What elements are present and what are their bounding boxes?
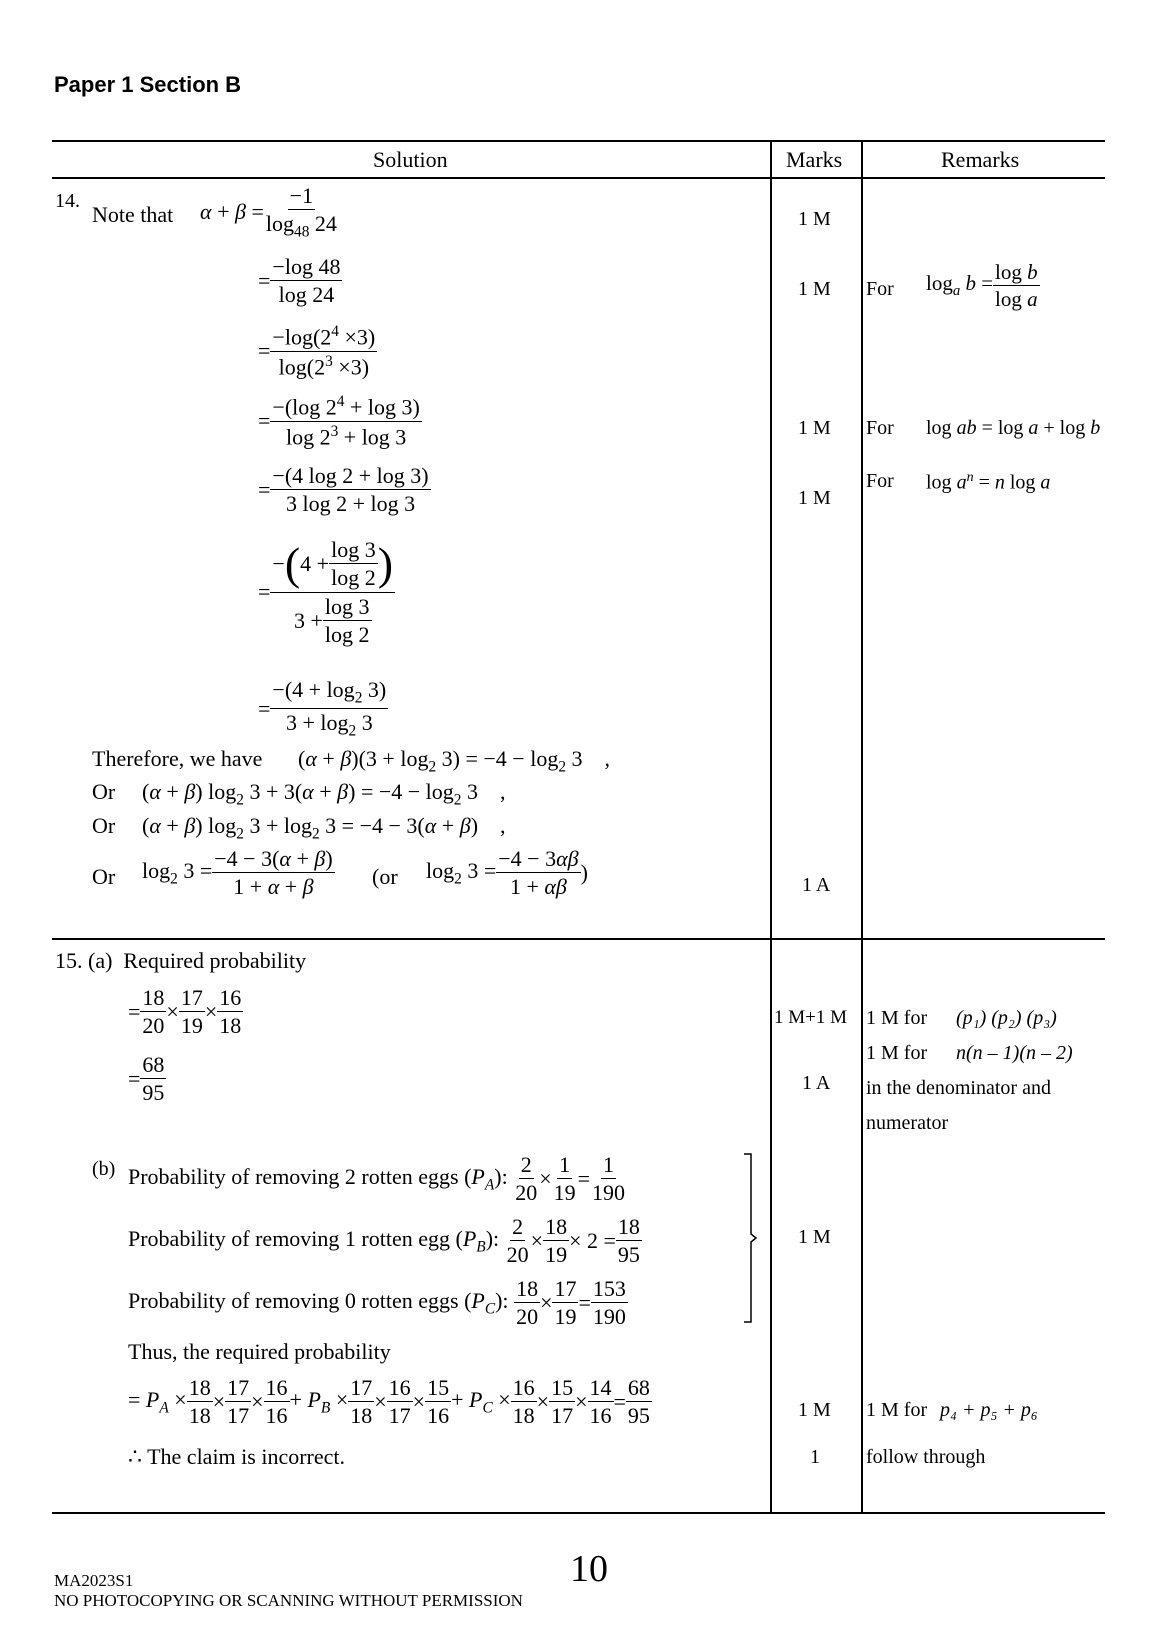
q15a-heading: 15. (a) Required probability [55, 948, 307, 973]
q15a-step-2: = $\frac{68}{95}$ [128, 1052, 165, 1106]
q14-intro: Note that [92, 202, 174, 227]
q14-eq-or-2: (α + β) $\log_2 3 + \log_2 3 = -4 - 3(\alpha + \beta)$ , [142, 813, 506, 843]
q15a-mark-1: 1 M+1 M [774, 1007, 848, 1028]
q15a-step-1: = $\frac{18}{20}$ × $\frac{17}{19}$ × $\frac{16}{18}$ [128, 985, 242, 1039]
q15a-remark-nn: n(n – 1)(n – 2) [956, 1042, 1073, 1064]
q15a-remark-4: numerator [866, 1112, 949, 1134]
q15b-remark-2: follow through [866, 1446, 986, 1468]
footer-notice: NO PHOTOCOPYING OR SCANNING WITHOUT PERMISSION [54, 1591, 523, 1610]
header-solution: Solution [373, 147, 448, 172]
q14-step-6: = − ( 4 + $\frac{\log 3}{\log 2}$ ) 3 + $\frac{\log 3}{\log 2}$ [258, 537, 394, 647]
question-divider [52, 938, 1105, 940]
q14-remark-formula-2: log ab = log a + log b [926, 417, 1101, 439]
q14-mark-1: 1 M [798, 208, 831, 230]
q14-step-3: = $\frac{-\log(2^4 \times 3)}{\log(2^3 \times 3)}$ [258, 323, 376, 379]
q15a-remark-p123: (p₁) (p₂) (p₃) [956, 1007, 1057, 1029]
q14-eq-or-3: $\log_2 3$ = $\frac{-4 - 3(\alpha + \beta)}{1 + \alpha + \beta}$ [142, 846, 333, 900]
q15b-claim: ∴ The claim is incorrect. [128, 1444, 346, 1469]
q15b-p0-label: Probability of removing 0 rotten eggs [128, 1287, 459, 1313]
footer-page-number: 10 [570, 1548, 608, 1590]
q15b-label: (b) [92, 1158, 116, 1180]
q14-remark-formula-3: $\log a^n = n$ log a [926, 470, 1051, 494]
q14-or-3: Or [92, 864, 116, 889]
q14-eq-alt: $\log_2 3$ = $\frac{-4 - 3\alpha\beta}{1 + \alpha\beta}$ ) [426, 846, 588, 900]
q15b-final-eq: = $P_A$ × $\frac{18}{18}$ × $\frac{17}{17}$ × $\frac{16}{16}$ + $P_B$ × $\frac{17}{18}$ × $\frac{16}{17}$ × $\frac{15}{16}$ + $P_C$ × $\frac{16}{18}$ × $\frac{15}{17}$ × $\frac{14}{16}$ = $\frac{68}{95}$ [128, 1375, 650, 1429]
header-marks: Marks [786, 147, 843, 172]
q15b-p2-label: Probability of removing 2 rotten eggs [128, 1163, 459, 1189]
q15b-remark-p456: p₄ + p₅ + p₆ [940, 1399, 1038, 1421]
marks-column-divider-left [770, 140, 772, 1514]
right-brace-icon [742, 1152, 758, 1324]
q15b-p1-label: Probability of removing 1 rotten egg [128, 1225, 450, 1251]
q15b-p0-row: Probability of removing 0 rotten eggs $(P_C)$: $\frac{18}{20}$ × $\frac{17}{19}$ = $\frac{153}{190}$ [128, 1276, 626, 1330]
q14-step-7: = $\frac{-(4 + \log_2 3)}{3 + \log_2 3}$ [258, 677, 387, 740]
q14-remark-formula-1: $\log_a b$ = $\frac{\text{log b}}{\text{log a}}$ [926, 260, 1038, 312]
q14-remark-for-2: For [866, 417, 894, 439]
table-top-rule [52, 140, 1105, 142]
q14-step-4: = $\frac{-(\log 2^4 + \log 3)}{\log 2^3 + \log 3}$ [258, 393, 420, 449]
table-bottom-rule [52, 1512, 1105, 1514]
q15b-thus: Thus, the required probability [128, 1339, 391, 1364]
footer-code: MA2023S1 [54, 1571, 134, 1590]
q15a-remark-2: 1 M for [866, 1042, 928, 1064]
q15b-remark-1: 1 M for [866, 1399, 928, 1421]
q15a-mark-2: 1 A [802, 1072, 831, 1094]
q14-mark-4: 1 M [798, 487, 831, 509]
q15b-p2-row: Probability of removing 2 rotten eggs $(P_A)$: $\frac{2}{20}$ × $\frac{1}{19}$ = $\frac{1}{190}$ [128, 1152, 626, 1206]
q14-number: 14. [55, 190, 80, 212]
q14-step-5: = $\frac{-(4 \log 2 + \log 3)}{3 \log 2 + \log 3}$ [258, 463, 429, 517]
q14-therefore: Therefore, we have [92, 746, 263, 771]
header-remarks: Remarks [941, 147, 1020, 172]
q14-mark-3: 1 M [798, 417, 831, 439]
q14-or-2: Or [92, 813, 116, 838]
q14-step-2: = $\frac{-\log 48}{\log 24}$ [258, 254, 341, 308]
q14-step-1: α + β = $\frac{-1}{\log_{48} 24}$ [200, 183, 337, 241]
marks-column-divider-right [861, 140, 863, 1514]
q15b-mark-2: 1 M [798, 1399, 831, 1421]
q14-or-paren: (or [372, 864, 398, 889]
q14-eq-or-1: (α + β) $\log_2 3 + 3(\alpha + \beta) = -4 - \log_2 3$ , [142, 779, 506, 809]
q15a-remark-3: in the denominator and [866, 1077, 1051, 1099]
q14-eq-therefore: $(\alpha + \beta)(3 + \log_2 3) = -4 - \log_2 3$ , [298, 746, 611, 776]
section-title: Paper 1 Section B [54, 72, 242, 97]
table-header-rule [52, 177, 1105, 179]
q14-or-1: Or [92, 779, 116, 804]
q15b-mark-1: 1 M [798, 1226, 831, 1248]
q15b-mark-3: 1 [810, 1446, 820, 1468]
q14-remark-for-3: For [866, 470, 894, 492]
q14-mark-2: 1 M [798, 278, 831, 300]
q15a-remark-1: 1 M for [866, 1007, 928, 1029]
q14-mark-5: 1 A [802, 874, 831, 896]
q15b-p1-row: Probability of removing 1 rotten egg $(P_B)$: $\frac{2}{20}$ × $\frac{18}{19}$ × 2 = $\frac{18}{95}$ [128, 1214, 640, 1268]
q14-remark-for-1: For [866, 278, 894, 300]
